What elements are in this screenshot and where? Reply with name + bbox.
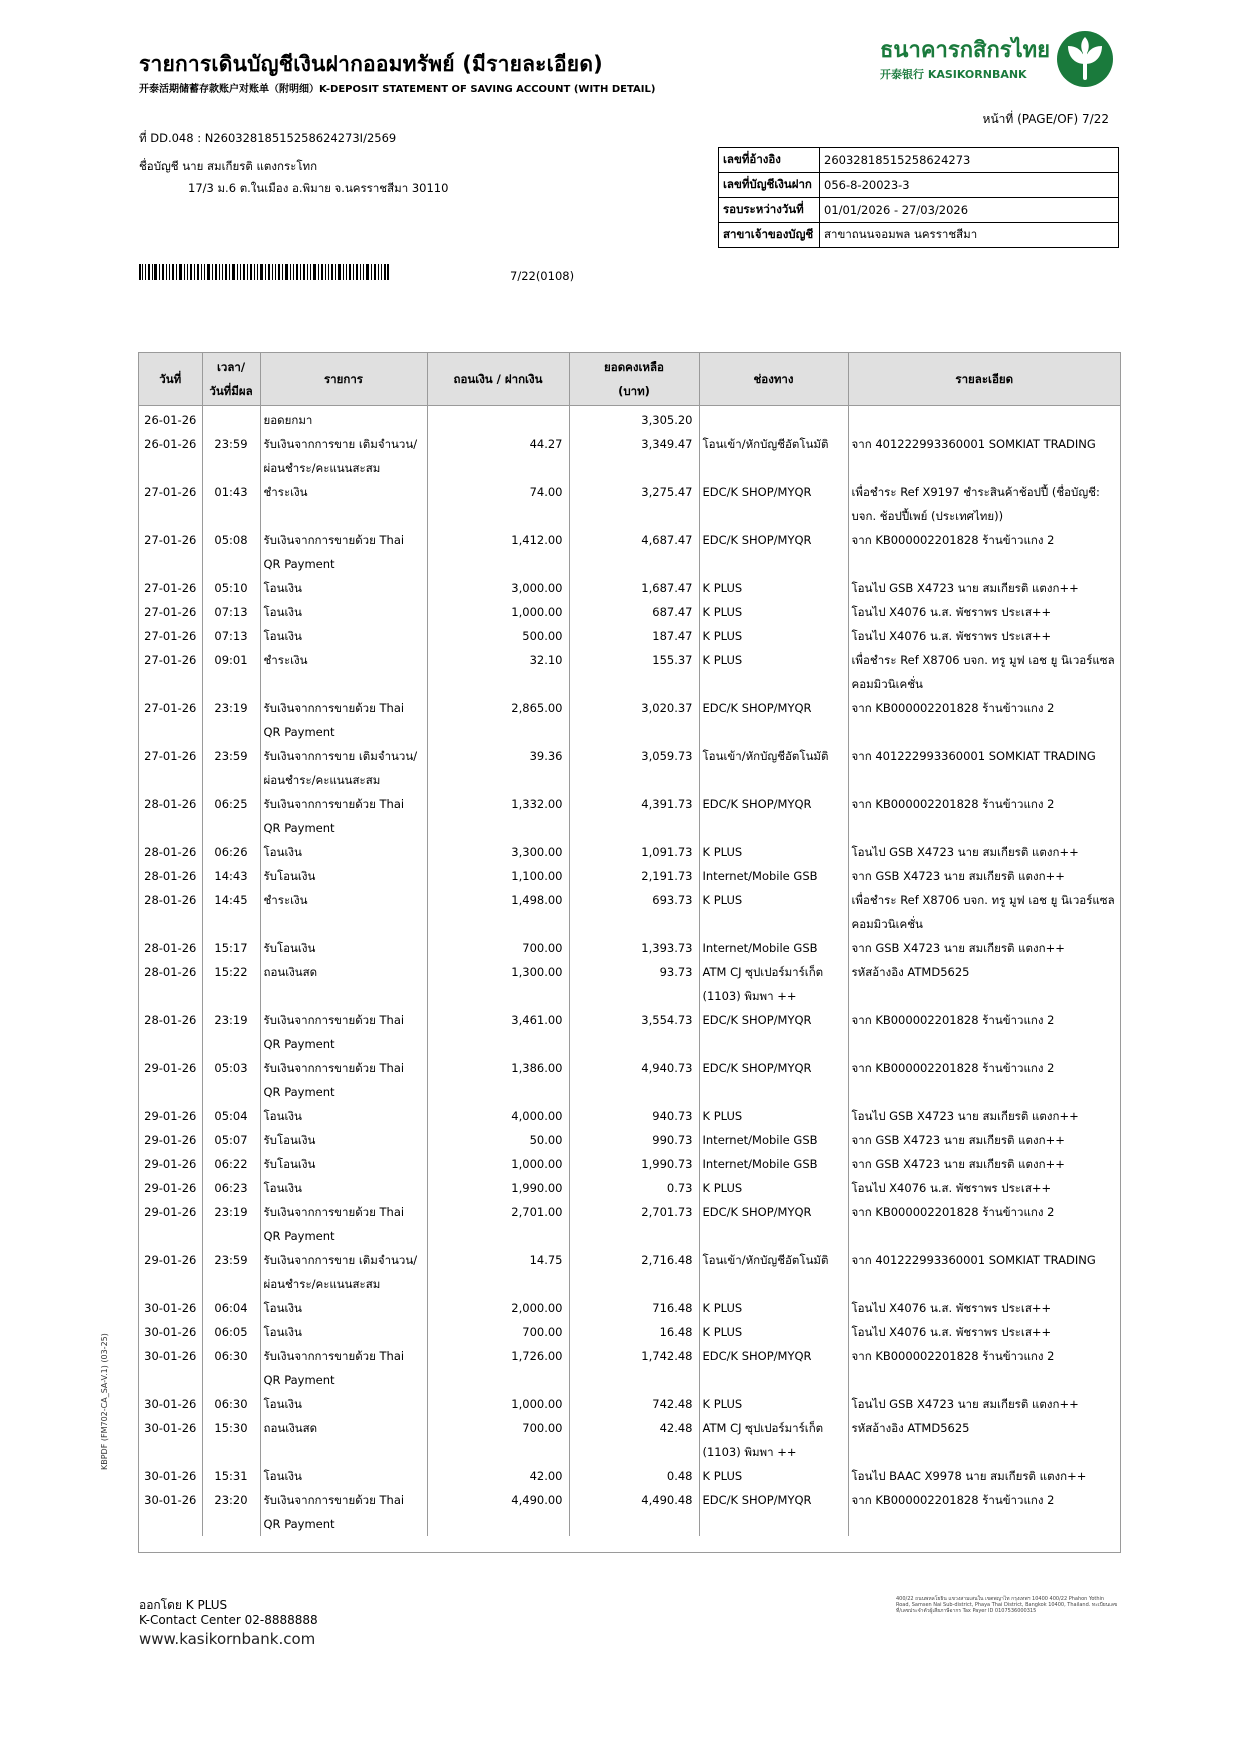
row-balance: 2,191.73 bbox=[569, 864, 699, 888]
row-detail: โอนไป BAAC X9978 นาย สมเกียรติ แตงก++ bbox=[851, 1469, 1087, 1483]
row-description: โอนเงิน bbox=[260, 1176, 427, 1200]
bank-name-thai: ธนาคารกสิกรไทย bbox=[880, 38, 1051, 63]
table-row bbox=[139, 648, 1120, 696]
info-value: 01/01/2026 - 27/03/2026 bbox=[820, 198, 1119, 223]
row-channel: Internet/Mobile GSB bbox=[699, 936, 848, 960]
row-channel: โอนเข้า/หักบัญชีอัตโนมัติ bbox=[699, 1248, 848, 1296]
row-amount: 1,990.00 bbox=[427, 1176, 569, 1200]
row-date: 30-01-26 bbox=[139, 1296, 202, 1320]
row-channel: EDC/K SHOP/MYQR bbox=[699, 1488, 848, 1536]
row-detail: โอนไป GSB X4723 นาย สมเกียรติ แตงก++ bbox=[851, 845, 1079, 859]
row-balance: 42.48 bbox=[569, 1416, 699, 1464]
row-balance: 1,687.47 bbox=[569, 576, 699, 600]
row-channel: K PLUS bbox=[699, 576, 848, 600]
row-time: 15:30 bbox=[202, 1416, 260, 1464]
table-row bbox=[139, 1152, 1120, 1176]
row-description: รับเงินจากการขายด้วย Thai QR Payment bbox=[260, 528, 427, 576]
row-description: รับโอนเงิน bbox=[260, 1128, 427, 1152]
table-row bbox=[139, 1488, 1120, 1536]
row-channel: โอนเข้า/หักบัญชีอัตโนมัติ bbox=[699, 744, 848, 792]
table-row bbox=[139, 888, 1120, 936]
col-balance bbox=[569, 353, 699, 406]
row-time: 06:25 bbox=[202, 792, 260, 840]
row-balance: 3,059.73 bbox=[569, 744, 699, 792]
row-channel: EDC/K SHOP/MYQR bbox=[699, 528, 848, 576]
row-amount: 1,332.00 bbox=[427, 792, 569, 840]
row-channel: Internet/Mobile GSB bbox=[699, 1152, 848, 1176]
table-row bbox=[139, 696, 1120, 744]
row-time: 01:43 bbox=[202, 480, 260, 528]
row-detail: จาก KB000002201828 ร้านข้าวแกง 2 bbox=[851, 1061, 1055, 1075]
row-date: 29-01-26 bbox=[139, 1248, 202, 1296]
contact-center: K-Contact Center 02-8888888 bbox=[139, 1613, 318, 1627]
info-label: เลขที่อ้างอิง bbox=[719, 148, 820, 173]
row-description: รับเงินจากการขาย เติมจำนวน/ ผ่อนชำระ/คะแนนสะสม bbox=[260, 1248, 427, 1296]
transactions-body bbox=[139, 406, 1120, 1537]
row-date: 26-01-26 bbox=[139, 406, 202, 433]
row-time: 06:05 bbox=[202, 1320, 260, 1344]
row-description: รับเงินจากการขาย เติมจำนวน/ ผ่อนชำระ/คะแนนสะสม bbox=[260, 744, 427, 792]
table-row bbox=[139, 960, 1120, 1008]
row-amount: 1,412.00 bbox=[427, 528, 569, 576]
row-time: 14:45 bbox=[202, 888, 260, 936]
row-channel: K PLUS bbox=[699, 600, 848, 624]
row-date: 27-01-26 bbox=[139, 528, 202, 576]
table-row bbox=[139, 432, 1120, 480]
statement-subtitle: 开泰活期储蓄存款账户对账单（附明细）K-DEPOSIT STATEMENT OF SAVING ACCOUNT (WITH DETAIL) bbox=[139, 84, 656, 95]
row-description: ชำระเงิน bbox=[260, 648, 427, 696]
row-balance: 4,940.73 bbox=[569, 1056, 699, 1104]
info-row bbox=[719, 223, 1119, 248]
bank-name-english: 开泰银行 KASIKORNBANK bbox=[880, 68, 1027, 81]
table-row bbox=[139, 600, 1120, 624]
table-row bbox=[139, 1464, 1120, 1488]
row-description: โอนเงิน bbox=[260, 600, 427, 624]
row-date: 28-01-26 bbox=[139, 960, 202, 1008]
row-detail: โอนไป GSB X4723 นาย สมเกียรติ แตงก++ bbox=[851, 581, 1079, 595]
col-detail: รายละเอียด bbox=[848, 353, 1120, 406]
row-description: โอนเงิน bbox=[260, 1464, 427, 1488]
row-amount: 74.00 bbox=[427, 480, 569, 528]
row-date: 27-01-26 bbox=[139, 648, 202, 696]
row-amount: 42.00 bbox=[427, 1464, 569, 1488]
row-description: รับเงินจากการขายด้วย Thai QR Payment bbox=[260, 1344, 427, 1392]
row-balance: 3,554.73 bbox=[569, 1008, 699, 1056]
row-date: 28-01-26 bbox=[139, 888, 202, 936]
table-row bbox=[139, 1008, 1120, 1056]
row-time: 06:30 bbox=[202, 1392, 260, 1416]
row-channel: K PLUS bbox=[699, 624, 848, 648]
table-row bbox=[139, 1416, 1120, 1464]
row-amount: 1,386.00 bbox=[427, 1056, 569, 1104]
row-channel: ATM CJ ซุปเปอร์มาร์เก็ต (1103) พิมพา ++ bbox=[699, 1416, 848, 1464]
row-amount: 1,000.00 bbox=[427, 600, 569, 624]
row-balance: 16.48 bbox=[569, 1320, 699, 1344]
row-channel: โอนเข้า/หักบัญชีอัตโนมัติ bbox=[699, 432, 848, 480]
row-description: โอนเงิน bbox=[260, 624, 427, 648]
row-description: รับเงินจากการขายด้วย Thai QR Payment bbox=[260, 1056, 427, 1104]
row-channel: EDC/K SHOP/MYQR bbox=[699, 792, 848, 840]
row-amount: 1,000.00 bbox=[427, 1152, 569, 1176]
row-channel: K PLUS bbox=[699, 1464, 848, 1488]
row-amount: 2,000.00 bbox=[427, 1296, 569, 1320]
row-time: 23:19 bbox=[202, 696, 260, 744]
row-amount: 700.00 bbox=[427, 936, 569, 960]
row-balance: 742.48 bbox=[569, 1392, 699, 1416]
row-channel: ATM CJ ซุปเปอร์มาร์เก็ต (1103) พิมพา ++ bbox=[699, 960, 848, 1008]
issued-by: ออกโดย K PLUS bbox=[139, 1598, 228, 1612]
row-description: รับเงินจากการขายด้วย Thai QR Payment bbox=[260, 1488, 427, 1536]
row-time: 07:13 bbox=[202, 600, 260, 624]
row-balance: 1,742.48 bbox=[569, 1344, 699, 1392]
row-amount: 4,490.00 bbox=[427, 1488, 569, 1536]
row-channel: K PLUS bbox=[699, 1176, 848, 1200]
row-detail: จาก GSB X4723 นาย สมเกียรติ แตงก++ bbox=[851, 1157, 1065, 1171]
row-balance: 0.48 bbox=[569, 1464, 699, 1488]
row-time: 23:59 bbox=[202, 432, 260, 480]
info-label: สาขาเจ้าของบัญชี bbox=[719, 223, 820, 248]
table-row bbox=[139, 624, 1120, 648]
row-time: 15:17 bbox=[202, 936, 260, 960]
table-row bbox=[139, 528, 1120, 576]
barcode-icon bbox=[139, 264, 389, 280]
row-date: 28-01-26 bbox=[139, 840, 202, 864]
bank-address-fineprint: 400/22 ถนนพหลโยธิน แขวงสามเสนใน เขตพญาไท กรุงเทพฯ 10400 400/22 Phahon Yothin Road, Samsen Nai Sub-district, Phaya Thai District, Bangkok 10400, Thailand. ทะเบียนเลขที่/เลขประจำตัวผู้เสียภาษีอากร Tax Payer ID 0107536000315 bbox=[896, 1596, 1118, 1614]
row-date: 30-01-26 bbox=[139, 1416, 202, 1464]
row-date: 29-01-26 bbox=[139, 1056, 202, 1104]
table-row bbox=[139, 1176, 1120, 1200]
row-balance: 940.73 bbox=[569, 1104, 699, 1128]
row-description: โอนเงิน bbox=[260, 1392, 427, 1416]
row-channel: K PLUS bbox=[699, 1296, 848, 1320]
row-date: 30-01-26 bbox=[139, 1392, 202, 1416]
row-date: 27-01-26 bbox=[139, 744, 202, 792]
row-amount: 2,865.00 bbox=[427, 696, 569, 744]
row-balance: 3,349.47 bbox=[569, 432, 699, 480]
row-date: 27-01-26 bbox=[139, 480, 202, 528]
row-amount: 1,498.00 bbox=[427, 888, 569, 936]
row-time: 06:30 bbox=[202, 1344, 260, 1392]
row-detail: รหัสอ้างอิง ATMD5625 bbox=[851, 965, 970, 979]
row-description: ชำระเงิน bbox=[260, 480, 427, 528]
table-row bbox=[139, 1056, 1120, 1104]
form-code: KBPDF (FM702-CA_SA-V.1) (03-25) bbox=[100, 1333, 109, 1470]
row-balance: 1,393.73 bbox=[569, 936, 699, 960]
row-date: 28-01-26 bbox=[139, 864, 202, 888]
document-reference: ที่ DD.048 : N26032818515258624273I/2569 bbox=[139, 131, 397, 145]
kasikorn-leaf-icon bbox=[1056, 30, 1114, 88]
row-channel: Internet/Mobile GSB bbox=[699, 864, 848, 888]
row-detail: จาก 401222993360001 SOMKIAT TRADING bbox=[851, 749, 1096, 763]
row-amount: 3,461.00 bbox=[427, 1008, 569, 1056]
info-label: เลขที่บัญชีเงินฝาก bbox=[719, 173, 820, 198]
row-channel: K PLUS bbox=[699, 1104, 848, 1128]
row-description: รับเงินจากการขายด้วย Thai QR Payment bbox=[260, 792, 427, 840]
row-amount: 1,300.00 bbox=[427, 960, 569, 1008]
row-amount: 700.00 bbox=[427, 1320, 569, 1344]
transactions-table-frame bbox=[138, 352, 1121, 1553]
row-time: 07:13 bbox=[202, 624, 260, 648]
row-detail: โอนไป X4076 น.ส. พัชราพร ประเส++ bbox=[851, 1181, 1052, 1195]
info-value: 26032818515258624273 bbox=[820, 148, 1119, 173]
row-date: 29-01-26 bbox=[139, 1200, 202, 1248]
row-time: 06:23 bbox=[202, 1176, 260, 1200]
row-channel: K PLUS bbox=[699, 648, 848, 696]
row-detail: เพื่อชำระ Ref X8706 บจก. ทรู มูฟ เอช ยู นิเวอร์แซล คอมมิวนิเคชั่น bbox=[851, 893, 1115, 931]
row-description: โอนเงิน bbox=[260, 840, 427, 864]
col-balance-line1: ยอดคงเหลือ bbox=[604, 360, 664, 374]
row-date: 26-01-26 bbox=[139, 432, 202, 480]
table-row bbox=[139, 936, 1120, 960]
row-detail: รหัสอ้างอิง ATMD5625 bbox=[851, 1421, 970, 1435]
row-description: ถอนเงินสด bbox=[260, 1416, 427, 1464]
table-row bbox=[139, 840, 1120, 864]
row-date: 27-01-26 bbox=[139, 696, 202, 744]
row-detail: จาก GSB X4723 นาย สมเกียรติ แตงก++ bbox=[851, 869, 1065, 883]
table-header-row bbox=[139, 353, 1120, 406]
col-time bbox=[202, 353, 260, 406]
col-balance-line2: (บาท) bbox=[618, 384, 650, 398]
row-amount: 1,100.00 bbox=[427, 864, 569, 888]
row-channel: EDC/K SHOP/MYQR bbox=[699, 696, 848, 744]
row-date: 30-01-26 bbox=[139, 1488, 202, 1536]
row-balance: 1,091.73 bbox=[569, 840, 699, 864]
row-time: 05:08 bbox=[202, 528, 260, 576]
row-description: รับโอนเงิน bbox=[260, 864, 427, 888]
row-time: 23:19 bbox=[202, 1200, 260, 1248]
row-time: 23:19 bbox=[202, 1008, 260, 1056]
col-channel: ช่องทาง bbox=[699, 353, 848, 406]
row-balance: 693.73 bbox=[569, 888, 699, 936]
statement-title: รายการเดินบัญชีเงินฝากออมทรัพย์ (มีรายละเอียด) bbox=[139, 52, 603, 76]
table-row bbox=[139, 406, 1120, 433]
row-detail: เพื่อชำระ Ref X8706 บจก. ทรู มูฟ เอช ยู นิเวอร์แซล คอมมิวนิเคชั่น bbox=[851, 653, 1115, 691]
table-row bbox=[139, 1296, 1120, 1320]
row-detail: จาก KB000002201828 ร้านข้าวแกง 2 bbox=[851, 1493, 1055, 1507]
row-detail: เพื่อชำระ Ref X9197 ชำระสินค้าช้อปปี้ (ชื่อบัญชี: บจก. ช้อปปี้เพย์ (ประเทศไทย)) bbox=[851, 485, 1100, 523]
row-amount: 14.75 bbox=[427, 1248, 569, 1296]
row-balance: 990.73 bbox=[569, 1128, 699, 1152]
table-row bbox=[139, 1128, 1120, 1152]
row-balance: 716.48 bbox=[569, 1296, 699, 1320]
row-detail: จาก KB000002201828 ร้านข้าวแกง 2 bbox=[851, 701, 1055, 715]
row-channel: EDC/K SHOP/MYQR bbox=[699, 1008, 848, 1056]
row-description: รับเงินจากการขายด้วย Thai QR Payment bbox=[260, 1200, 427, 1248]
row-channel: Internet/Mobile GSB bbox=[699, 1128, 848, 1152]
transactions-table bbox=[139, 353, 1120, 1536]
row-amount: 700.00 bbox=[427, 1416, 569, 1464]
row-detail: โอนไป X4076 น.ส. พัชราพร ประเส++ bbox=[851, 1301, 1052, 1315]
row-date: 29-01-26 bbox=[139, 1176, 202, 1200]
table-row bbox=[139, 864, 1120, 888]
row-time: 23:20 bbox=[202, 1488, 260, 1536]
row-channel: K PLUS bbox=[699, 840, 848, 864]
row-detail: โอนไป X4076 น.ส. พัชราพร ประเส++ bbox=[851, 629, 1052, 643]
row-detail: จาก KB000002201828 ร้านข้าวแกง 2 bbox=[851, 1349, 1055, 1363]
row-balance: 0.73 bbox=[569, 1176, 699, 1200]
row-detail: โอนไป GSB X4723 นาย สมเกียรติ แตงก++ bbox=[851, 1109, 1079, 1123]
row-description: โอนเงิน bbox=[260, 576, 427, 600]
row-balance: 3,275.47 bbox=[569, 480, 699, 528]
row-amount: 50.00 bbox=[427, 1128, 569, 1152]
row-detail: โอนไป X4076 น.ส. พัชราพร ประเส++ bbox=[851, 605, 1052, 619]
row-date: 30-01-26 bbox=[139, 1344, 202, 1392]
table-row bbox=[139, 792, 1120, 840]
page-number: หน้าที่ (PAGE/OF) 7/22 bbox=[982, 112, 1109, 126]
row-amount: 1,000.00 bbox=[427, 1392, 569, 1416]
row-time: 05:07 bbox=[202, 1128, 260, 1152]
row-date: 30-01-26 bbox=[139, 1464, 202, 1488]
row-description: โอนเงิน bbox=[260, 1296, 427, 1320]
row-description: รับโอนเงิน bbox=[260, 936, 427, 960]
row-channel: EDC/K SHOP/MYQR bbox=[699, 480, 848, 528]
row-amount: 4,000.00 bbox=[427, 1104, 569, 1128]
page-sequence: 7/22(0108) bbox=[510, 269, 575, 283]
col-description: รายการ bbox=[260, 353, 427, 406]
row-channel: EDC/K SHOP/MYQR bbox=[699, 1056, 848, 1104]
row-balance: 93.73 bbox=[569, 960, 699, 1008]
row-amount bbox=[427, 406, 569, 433]
row-description: ชำระเงิน bbox=[260, 888, 427, 936]
account-holder-address: 17/3 ม.6 ต.ในเมือง อ.พิมาย จ.นครราชสีมา 30110 bbox=[188, 181, 449, 195]
row-date: 28-01-26 bbox=[139, 936, 202, 960]
row-time: 15:22 bbox=[202, 960, 260, 1008]
row-time: 14:43 bbox=[202, 864, 260, 888]
row-detail: จาก KB000002201828 ร้านข้าวแกง 2 bbox=[851, 1205, 1055, 1219]
row-balance: 2,716.48 bbox=[569, 1248, 699, 1296]
row-date: 29-01-26 bbox=[139, 1152, 202, 1176]
table-row bbox=[139, 1392, 1120, 1416]
row-amount: 500.00 bbox=[427, 624, 569, 648]
row-detail: จาก 401222993360001 SOMKIAT TRADING bbox=[851, 1253, 1096, 1267]
row-time: 15:31 bbox=[202, 1464, 260, 1488]
row-balance: 4,490.48 bbox=[569, 1488, 699, 1536]
row-detail bbox=[848, 406, 1120, 433]
row-time: 05:03 bbox=[202, 1056, 260, 1104]
table-row bbox=[139, 576, 1120, 600]
row-description: รับเงินจากการขายด้วย Thai QR Payment bbox=[260, 1008, 427, 1056]
row-description: ยอดยกมา bbox=[260, 406, 427, 433]
table-row bbox=[139, 1320, 1120, 1344]
row-balance: 187.47 bbox=[569, 624, 699, 648]
col-time-line2: วันที่มีผล bbox=[209, 384, 253, 398]
account-info-table bbox=[718, 147, 1119, 248]
row-detail: โอนไป GSB X4723 นาย สมเกียรติ แตงก++ bbox=[851, 1397, 1079, 1411]
table-row bbox=[139, 1248, 1120, 1296]
row-channel: K PLUS bbox=[699, 888, 848, 936]
row-balance: 4,687.47 bbox=[569, 528, 699, 576]
row-time: 06:04 bbox=[202, 1296, 260, 1320]
row-time: 05:04 bbox=[202, 1104, 260, 1128]
row-amount: 32.10 bbox=[427, 648, 569, 696]
info-row bbox=[719, 198, 1119, 223]
row-amount: 44.27 bbox=[427, 432, 569, 480]
account-holder-name: ชื่อบัญชี นาย สมเกียรติ แตงกระโทก bbox=[139, 159, 318, 173]
row-balance: 687.47 bbox=[569, 600, 699, 624]
row-channel: EDC/K SHOP/MYQR bbox=[699, 1200, 848, 1248]
row-description: รับเงินจากการขายด้วย Thai QR Payment bbox=[260, 696, 427, 744]
row-date: 27-01-26 bbox=[139, 624, 202, 648]
row-description: รับโอนเงิน bbox=[260, 1152, 427, 1176]
table-row bbox=[139, 1344, 1120, 1392]
row-time: 05:10 bbox=[202, 576, 260, 600]
row-channel: EDC/K SHOP/MYQR bbox=[699, 1344, 848, 1392]
table-row bbox=[139, 1200, 1120, 1248]
row-detail: จาก KB000002201828 ร้านข้าวแกง 2 bbox=[851, 1013, 1055, 1027]
bank-logo bbox=[880, 30, 1110, 92]
row-amount: 3,000.00 bbox=[427, 576, 569, 600]
row-balance: 3,020.37 bbox=[569, 696, 699, 744]
row-date: 30-01-26 bbox=[139, 1320, 202, 1344]
info-row bbox=[719, 173, 1119, 198]
row-description: โอนเงิน bbox=[260, 1104, 427, 1128]
row-amount: 39.36 bbox=[427, 744, 569, 792]
row-date: 28-01-26 bbox=[139, 1008, 202, 1056]
table-row bbox=[139, 1104, 1120, 1128]
row-time: 23:59 bbox=[202, 1248, 260, 1296]
row-channel bbox=[699, 406, 848, 433]
row-description: รับเงินจากการขาย เติมจำนวน/ ผ่อนชำระ/คะแนนสะสม bbox=[260, 432, 427, 480]
bank-website: www.kasikornbank.com bbox=[139, 1630, 316, 1648]
row-amount: 2,701.00 bbox=[427, 1200, 569, 1248]
row-date: 29-01-26 bbox=[139, 1104, 202, 1128]
row-channel: K PLUS bbox=[699, 1320, 848, 1344]
row-detail: จาก GSB X4723 นาย สมเกียรติ แตงก++ bbox=[851, 1133, 1065, 1147]
row-balance: 2,701.73 bbox=[569, 1200, 699, 1248]
row-time bbox=[202, 406, 260, 433]
row-amount: 1,726.00 bbox=[427, 1344, 569, 1392]
row-balance: 4,391.73 bbox=[569, 792, 699, 840]
table-row bbox=[139, 480, 1120, 528]
row-detail: จาก KB000002201828 ร้านข้าวแกง 2 bbox=[851, 797, 1055, 811]
table-row bbox=[139, 744, 1120, 792]
info-label: รอบระหว่างวันที่ bbox=[719, 198, 820, 223]
row-detail: จาก 401222993360001 SOMKIAT TRADING bbox=[851, 437, 1096, 451]
row-detail: โอนไป X4076 น.ส. พัชราพร ประเส++ bbox=[851, 1325, 1052, 1339]
row-time: 09:01 bbox=[202, 648, 260, 696]
row-date: 29-01-26 bbox=[139, 1128, 202, 1152]
row-date: 27-01-26 bbox=[139, 576, 202, 600]
row-time: 06:26 bbox=[202, 840, 260, 864]
row-date: 28-01-26 bbox=[139, 792, 202, 840]
row-description: โอนเงิน bbox=[260, 1320, 427, 1344]
row-time: 06:22 bbox=[202, 1152, 260, 1176]
row-channel: K PLUS bbox=[699, 1392, 848, 1416]
row-balance: 3,305.20 bbox=[569, 406, 699, 433]
row-detail: จาก GSB X4723 นาย สมเกียรติ แตงก++ bbox=[851, 941, 1065, 955]
row-description: ถอนเงินสด bbox=[260, 960, 427, 1008]
row-balance: 1,990.73 bbox=[569, 1152, 699, 1176]
col-amount: ถอนเงิน / ฝากเงิน bbox=[427, 353, 569, 406]
row-detail: จาก KB000002201828 ร้านข้าวแกง 2 bbox=[851, 533, 1055, 547]
info-value: 056-8-20023-3 bbox=[820, 173, 1119, 198]
info-row bbox=[719, 148, 1119, 173]
row-amount: 3,300.00 bbox=[427, 840, 569, 864]
row-balance: 155.37 bbox=[569, 648, 699, 696]
row-time: 23:59 bbox=[202, 744, 260, 792]
info-value: สาขาถนนจอมพล นครราชสีมา bbox=[820, 223, 1119, 248]
row-date: 27-01-26 bbox=[139, 600, 202, 624]
col-date: วันที่ bbox=[139, 353, 202, 406]
col-time-line1: เวลา/ bbox=[216, 360, 246, 374]
